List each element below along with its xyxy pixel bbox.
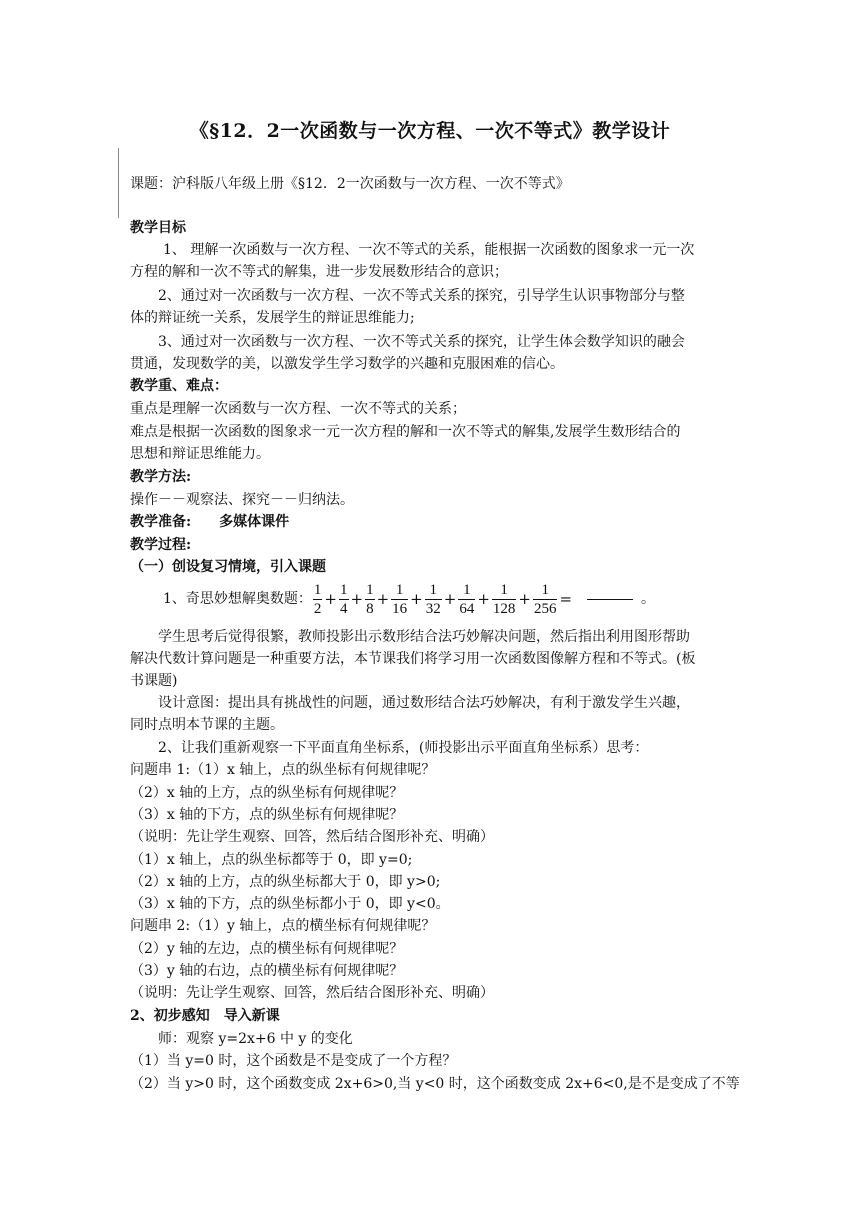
series-1-question-1: 问题串 1:（1）x 轴上，点的纵坐标有何规律呢？ (130, 762, 436, 778)
margin-marker (118, 148, 119, 218)
fraction-numerator: 1 (313, 581, 322, 598)
series-2-question-2: （2）y 轴的左边，点的横坐标有何规律呢？ (130, 941, 404, 957)
objective-2-line-1: 2、通过对一次函数与一次方程、一次不等式关系的探究，引导学生认识事物部分与整 (158, 288, 685, 304)
fraction-denominator: 32 (425, 600, 441, 617)
equals-sign: = (559, 590, 573, 608)
olympiad-question (130, 577, 773, 621)
fraction-numerator: 1 (391, 581, 408, 600)
preparation-text: 多媒体课件 (219, 514, 290, 530)
fraction (313, 581, 323, 618)
part2-heading: 2、初步感知 导入新课 (130, 1008, 280, 1024)
fraction (339, 581, 349, 618)
process-heading: 教学过程: (130, 537, 192, 553)
objective-1-line-2: 方程的解和一次不等式的解集，进一步发展数形结合的意识； (130, 264, 508, 280)
series-1-question-2: （2）x 轴的上方，点的纵坐标有何规律呢？ (130, 785, 404, 801)
plus-sign: + (518, 590, 531, 608)
teacher-question-2: （2）当 y>0 时，这个函数变成 2x+6>0,当 y<0 时，这个函数变成 2x+6<0,是不是变成了不等 (130, 1076, 740, 1092)
design-intent-line-1: 设计意图：提出具有挑战性的问题，通过数形结合法巧妙解决，有利于激发学生兴趣， (158, 695, 690, 711)
key-points-heading: 教学重、难点： (130, 378, 228, 394)
document-title: 《§12．2一次函数与一次方程、一次不等式》教学设计 (189, 120, 671, 142)
methods-text: 操作－－观察法、探究－－归纳法。 (130, 492, 354, 508)
fraction-numerator: 1 (366, 581, 374, 598)
series-2-question-3: （3）y 轴的右边，点的横坐标有何规律呢？ (130, 963, 404, 979)
fraction (492, 581, 517, 618)
fraction-numerator: 1 (425, 581, 442, 600)
answer-1: （1）x 轴上，点的纵坐标都等于 0，即 y=0; (130, 852, 413, 868)
methods-heading: 教学方法: (130, 469, 192, 485)
fraction (425, 581, 442, 618)
fraction (365, 581, 375, 618)
answer-blank (587, 599, 633, 600)
fraction-denominator: 4 (340, 600, 348, 617)
fraction-numerator: 1 (340, 581, 348, 598)
teacher-prompt: 师：观察 y=2x+6 中 y 的变化 (158, 1031, 353, 1047)
fraction-numerator: 1 (492, 581, 517, 600)
difficulty-line-2: 思想和辩证思维能力。 (130, 446, 270, 462)
difficulty-line-1: 难点是根据一次函数的图象求一元一次方程的解和一次不等式的解集,发展学生数形结合的 (130, 424, 681, 440)
fraction-numerator: 1 (533, 581, 558, 600)
objective-2-line-2: 体的辩证统一关系，发展学生的辩证思维能力; (130, 310, 415, 326)
plus-sign: + (443, 590, 457, 608)
series-2-question-1: 问题串 2:（1）y 轴上，点的横坐标有何规律呢？ (130, 918, 436, 934)
design-intent-line-2: 同时点明本节课的主题。 (130, 717, 284, 733)
objective-3-line-1: 3、通过对一次函数与一次方程、一次不等式关系的探究，让学生体会数学知识的融会 (158, 334, 685, 350)
fraction-numerator: 1 (458, 581, 475, 600)
paragraph-1-line-3: 书课题) (130, 673, 178, 689)
paragraph-1-line-2: 解决代数计算问题是一种重要方法，本节课我们将学习用一次函数图像解方程和不等式。(板 (130, 651, 696, 667)
preparation-line (130, 511, 740, 533)
fraction (458, 581, 475, 618)
answer-3: （3）x 轴的下方，点的纵坐标都小于 0，即 y<0。 (130, 896, 450, 912)
part1-heading: （一）创设复习情境，引入课题 (130, 559, 326, 575)
answer-2: （2）x 轴的上方，点的纵坐标都大于 0，即 y>0; (130, 874, 441, 890)
plus-sign: + (410, 590, 423, 608)
fraction-denominator: 16 (392, 600, 408, 617)
series-1-question-3: （3）x 轴的下方，点的纵坐标有何规律呢？ (130, 807, 404, 823)
fraction-denominator: 2 (313, 600, 322, 617)
plus-sign: + (350, 590, 364, 608)
fraction-denominator: 64 (459, 600, 475, 617)
fraction-denominator: 8 (366, 600, 374, 617)
paragraph-1-line-1: 学生思考后觉得很繁，教师投影出示数形结合法巧妙解决问题，然后指出利用图形帮助 (158, 629, 690, 645)
fraction-sum-expression (312, 581, 559, 617)
note-2: （说明：先让学生观察、回答，然后结合图形补充、明确） (130, 985, 494, 1001)
teacher-question-1: （1）当 y=0 时，这个函数是不是变成了一个方程？ (130, 1053, 457, 1069)
question-2: 2、让我们重新观察一下平面直角坐标系，(师投影出示平面直角坐标系）思考： (158, 740, 649, 756)
fraction (533, 581, 558, 618)
plus-sign: + (477, 590, 490, 608)
preparation-heading: 教学准备: (130, 514, 192, 530)
topic-line: 课题：沪科版八年级上册《§12．2一次函数与一次方程、一次不等式》 (130, 176, 570, 192)
fraction-denominator: 128 (492, 600, 516, 617)
fraction-denominator: 256 (533, 600, 557, 617)
question-1-prefix: 1、奇思妙想解奥数题： (163, 591, 312, 607)
plus-sign: + (376, 590, 390, 608)
objectives-heading: 教学目标 (130, 220, 186, 236)
question-1-end: 。 (641, 591, 656, 607)
plus-sign: + (324, 590, 337, 608)
fraction (391, 581, 408, 618)
objective-1-line-1: 1、 理解一次函数与一次方程、一次不等式的关系，能根据一次函数的图象求一元一次 (163, 242, 695, 258)
objective-3-line-2: 贯通，发现数学的美，以激发学生学习数学的兴趣和克服困难的信心。 (130, 356, 564, 372)
key-point-text: 重点是理解一次函数与一次方程、一次不等式的关系； (130, 401, 466, 417)
note-1: （说明：先让学生观察、回答，然后结合图形补充、明确） (130, 829, 494, 845)
